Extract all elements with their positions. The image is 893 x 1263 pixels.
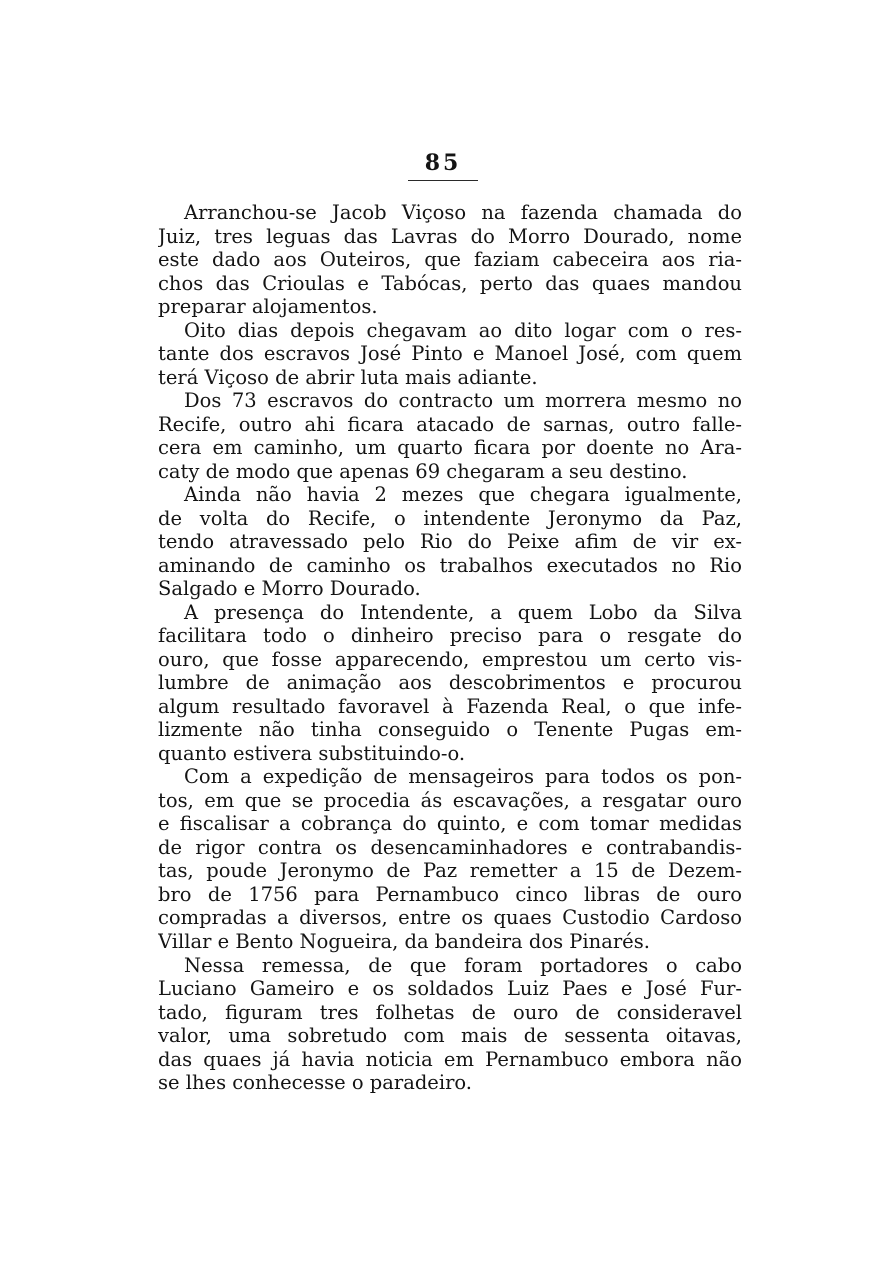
page-number-rule — [408, 180, 478, 181]
page-number: 85 — [424, 150, 462, 176]
body-text — [158, 201, 742, 1095]
text-line: Salgado e Morro Dourado. — [158, 577, 421, 601]
text-line: tendo atravessado pelo Rio do Peixe afim de vir ex- — [158, 530, 742, 554]
text-line: A presença do Intendente, a quem Lobo da Silva — [184, 600, 742, 624]
text-line: cera em caminho, um quarto ficara por doente no Ara- — [158, 436, 742, 460]
text-line: algum resultado favoravel à Fazenda Real, o que infe- — [158, 694, 742, 718]
text-line: e fiscalisar a cobrança do quinto, e com tomar medidas — [158, 812, 742, 836]
text-line: Villar e Bento Nogueira, da bandeira dos Pinarés. — [158, 929, 650, 953]
text-line: tas, poude Jeronymo de Paz remetter a 15 de Dezem- — [158, 859, 742, 883]
text-line: preparar alojamentos. — [158, 295, 378, 319]
text-line: Oito dias depois chegavam ao dito logar com o res- — [184, 318, 742, 342]
text-line: ouro, que fosse apparecendo, emprestou um certo vis- — [158, 647, 742, 671]
text-line: Com a expedição de mensageiros para todos os pon- — [184, 765, 742, 789]
text-line: Ainda não havia 2 mezes que chegara igualmente, — [184, 483, 742, 507]
text-line: Arranchou-se Jacob Viçoso na fazenda chamada do — [184, 201, 742, 224]
text-line: lizmente não tinha conseguido o Tenente Pugas em- — [158, 718, 742, 742]
text-line: tado, figuram tres folhetas de ouro de consideravel — [158, 1000, 742, 1024]
text-line: de rigor contra os desencaminhadores e contrabandis- — [158, 835, 742, 859]
text-line: tos, em que se procedia ás escavações, a resgatar ouro — [158, 788, 742, 812]
text-line: lumbre de animação aos descobrimentos e procurou — [158, 671, 742, 695]
text-line: aminando de caminho os trabalhos executados no Rio — [158, 553, 742, 577]
text-line: bro de 1756 para Pernambuco cinco libras de ouro — [158, 882, 742, 906]
text-line: de volta do Recife, o intendente Jeronymo da Paz, — [158, 506, 742, 530]
text-line: se lhes conhecesse o paradeiro. — [158, 1071, 472, 1095]
text-line: chos das Crioulas e Tabócas, perto das quaes mandou — [158, 271, 742, 295]
text-line: Juiz, tres leguas das Lavras do Morro Dourado, nome — [158, 224, 742, 248]
text-line: compradas a diversos, entre os quaes Custodio Cardoso — [158, 906, 742, 930]
text-line: Luciano Gameiro e os soldados Luiz Paes e José Fur- — [158, 977, 742, 1001]
text-line: Nessa remessa, de que foram portadores o cabo — [184, 953, 742, 977]
text-line: Dos 73 escravos do contracto um morrera mesmo no — [184, 389, 742, 413]
text-line: este dado aos Outeiros, que faziam cabeceira aos ria- — [158, 248, 742, 272]
text-line: valor, uma sobretudo com mais de sessenta oitavas, — [158, 1024, 742, 1048]
text-line: tante dos escravos José Pinto e Manoel José, com quem — [158, 342, 742, 366]
text-line: caty de modo que apenas 69 chegaram a seu destino. — [158, 459, 688, 483]
text-line: terá Viçoso de abrir luta mais adiante. — [158, 365, 538, 389]
text-line: facilitara todo o dinheiro preciso para o resgate do — [158, 624, 742, 648]
text-line: quanto estivera substituindo-o. — [158, 741, 466, 765]
text-line: das quaes já havia noticia em Pernambuco embora não — [158, 1047, 742, 1071]
text-line: Recife, outro ahi ficara atacado de sarnas, outro falle- — [158, 412, 742, 436]
